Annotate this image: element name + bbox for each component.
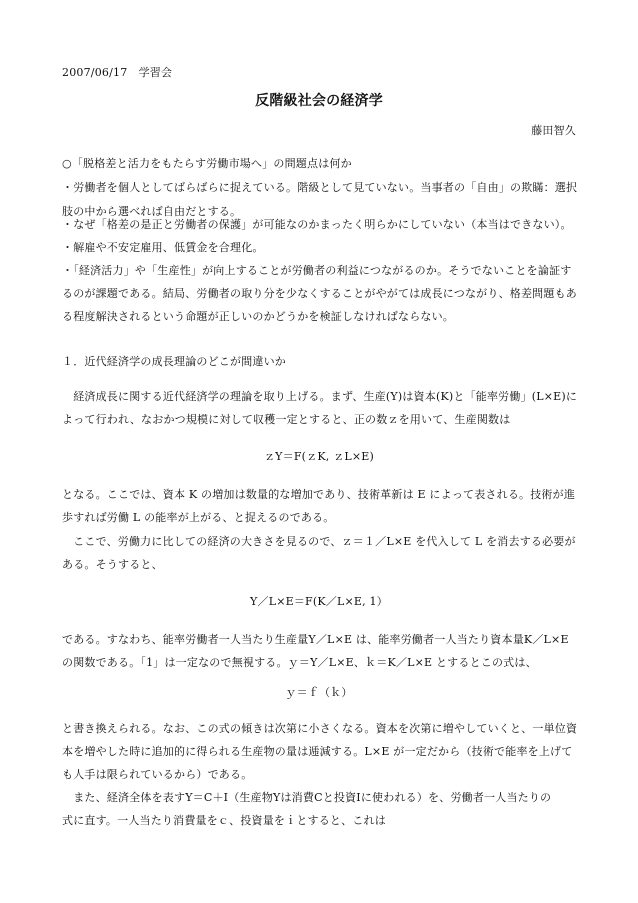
paragraph-line: 式に直す。一人当たり消費量をｃ、投資量をｉとすると、これは bbox=[62, 814, 386, 827]
paragraph-line: 経済成長に関する近代経済学の理論を取り上げる。まず、生産(Y)は資本(K)と「能率労働」(L×E)に bbox=[62, 390, 578, 403]
date-line: 2007/06/17 学習会 bbox=[62, 66, 173, 79]
paragraph-line: である。すなわち、能率労働者一人当たり生産量Y／L×E は、能率労働者一人当たり資本量K／L×E bbox=[62, 633, 569, 646]
paragraph-line: も人手は限られているから）である。 bbox=[62, 768, 253, 781]
intro-line: ・「経済活力」や「生産性」が向上することが労働者の利益につながるのか。そうでないことを論証す bbox=[62, 264, 572, 277]
paragraph-line: 本を増やした時に追加的に得られる生産物の量は逓減する。L×E が一定だから（技術で能率を上げて bbox=[62, 745, 573, 758]
intro-line: ・なぜ「格差の是正と労働者の保護」が可能なのかまったく明らかにしていない（本当はできない）。 bbox=[62, 218, 572, 231]
paragraph-line: 歩すれば労働 L の能率が上がる、と捉えるのである。 bbox=[62, 511, 335, 524]
paragraph-line: となる。ここでは、資本 K の増加は数量的な増加であり、技術革新は E によって表される。技術が進 bbox=[62, 488, 576, 501]
author-name: 藤田智久 bbox=[531, 124, 576, 137]
equation: Y／L×E＝F(K／L×E, 1） bbox=[250, 595, 388, 608]
paragraph-line: の関数である。「1」は一定なので無視する。ｙ＝Y／L×E、ｋ＝K／L×E とするとこの式は、 bbox=[62, 656, 537, 669]
intro-line: るのが課題である。結局、労働者の取り分を少なくすることがやがては成長につながり、格差問題もあ bbox=[62, 287, 577, 300]
intro-line: る程度解決されるという命題が正しいのかどうかを検証しなければならない。 bbox=[62, 310, 454, 323]
intro-line: ・労働者を個人としてばらばらに捉えている。階級として見ていない。当事者の「自由」の欺瞞：選択 bbox=[62, 181, 578, 194]
equation: ｚY＝F(ｚK, ｚL×E) bbox=[263, 450, 375, 463]
paragraph-line: ある。そうすると、 bbox=[62, 558, 163, 571]
paragraph-line: ここで、労働力に比しての経済の大きさを見るので、ｚ＝１／L×E を代入して L を消去する必要が bbox=[62, 535, 576, 548]
intro-heading: ○「脱格差と活力をもたらす労働市場へ」の問題点は何か bbox=[62, 157, 352, 170]
paragraph-line: よって行われ、なおかつ規模に対して収穫一定とすると、正の数ｚを用いて、生産関数は bbox=[62, 413, 511, 426]
paragraph-line: と書き換えられる。なお、この式の傾きは次第に小さくなる。資本を次第に増やしていくと、一単位資 bbox=[62, 722, 578, 735]
document-title: 反階級社会の経済学 bbox=[255, 93, 383, 109]
equation: ｙ＝ｆ（ｋ） bbox=[285, 686, 353, 699]
section-heading: １．近代経済学の成長理論のどこが間違いか bbox=[62, 355, 286, 368]
paragraph-line: また、経済全体を表すY＝C＋I（生産物Yは消費Cと投資Iに使われる）を、労働者一人当たりの bbox=[62, 791, 552, 804]
intro-line: ・解雇や不安定雇用、低賃金を合理化。 bbox=[62, 241, 264, 254]
intro-line: 肢の中から選べれば自由だとする。 bbox=[62, 205, 242, 218]
